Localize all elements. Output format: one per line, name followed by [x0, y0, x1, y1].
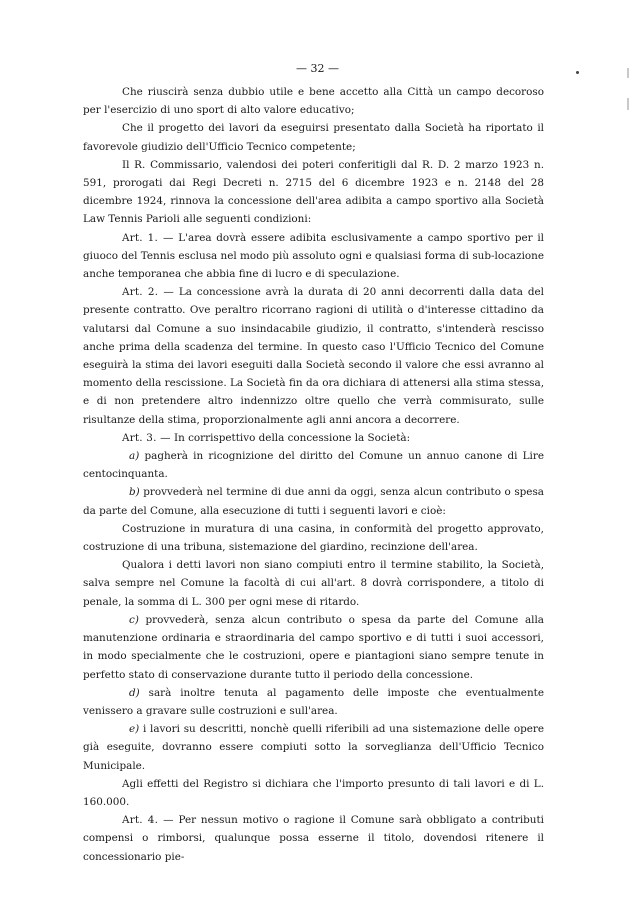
- article-4: [83, 811, 544, 866]
- article-heading: Art. 1. —: [122, 231, 174, 244]
- article-heading: Art. 4. —: [122, 814, 174, 827]
- margin-mark: [627, 98, 629, 110]
- clause-text: pagherà in ricognizione del diritto del Comune un annuo canone di Lire centocinquanta.: [83, 450, 544, 481]
- page-number: — 32 —: [296, 62, 339, 75]
- margin-dot: [576, 71, 579, 74]
- clause-letter: b): [129, 486, 140, 499]
- clause-letter: e): [129, 723, 140, 736]
- clause-d: [83, 684, 544, 720]
- paragraph: [83, 775, 544, 811]
- paragraph: [83, 156, 544, 229]
- paragraph-text: Agli effetti del Registro si dichiara che l'importo presunto di tali lavori e di L. 160.000.: [83, 777, 544, 808]
- paragraph: [83, 83, 544, 119]
- paragraph-text: Che riuscirà senza dubbio utile e bene accetto alla Città un campo decoroso per l'esercizio di uno sport di alto valore educativo;: [83, 86, 544, 117]
- clause-c: [83, 611, 544, 684]
- article-2: [83, 283, 544, 429]
- article-text: Per nessun motivo o ragione il Comune sarà obbligato a contributi compensi o rimborsi, qualunque possa esserne il titolo, dovendosi ritenere il concessionario pie-: [83, 814, 544, 863]
- paragraph: [83, 520, 544, 556]
- margin-mark: [627, 68, 629, 78]
- clause-letter: a): [129, 450, 140, 463]
- paragraph-text: Costruzione in muratura di una casina, in conformità del progetto approvato, costruzione di una tribuna, sistemazione del giardino, recinzione dell'area.: [83, 522, 544, 554]
- clause-text: provvederà nel termine di due anni da oggi, senza alcun contributo o spesa da parte del Comune, alla esecuzione di tutti i seguenti lavori e cioè:: [83, 486, 544, 517]
- article-heading: Art. 3. —: [122, 431, 171, 444]
- paragraph-text: Che il progetto dei lavori da eseguirsi presentato dalla Società ha riportato il favorevole giudizio dell'Ufficio Tecnico competente;: [83, 122, 544, 153]
- paragraph-text: Il R. Commissario, valendosi dei poteri conferitigli dal R. D. 2 marzo 1923 n. 591, prorogati dai Regi Decreti n. 2715 del 6 dicembre 1923 e n. 2148 del 28 dicembre 1924, rinnova la concessione dell'area adibita a campo sportivo alla Società Law Tennis Parioli alle seguenti condizioni:: [83, 158, 544, 226]
- clause-b: [83, 483, 544, 519]
- clause-text: provvederà, senza alcun contributo o spesa da parte del Comune alla manutenzione ordinaria e straordinaria del campo sportivo e di tutti i suoi accessori, in modo specialmente che le costruzioni, opere e piantagioni siano sempre tenute in perfetto stato di conservazione durante tutto il periodo della concessione.: [83, 613, 544, 681]
- article-text: L'area dovrà essere adibita esclusivamente a campo sportivo per il giuoco del Tennis esclusa nel modo più assoluto ogni e qualsiasi forma di sub-locazione anche temporanea che abbia fine di lucro e di speculazione.: [83, 231, 544, 281]
- clause-e: [83, 720, 544, 775]
- paragraph: [83, 556, 544, 611]
- article-1: [83, 229, 544, 284]
- clause-letter: c): [129, 613, 139, 626]
- article-heading: Art. 2. —: [122, 286, 174, 299]
- clause-text: sarà inoltre tenuta al pagamento delle imposte che eventualmente venissero a gravare sulle costruzioni e sull'area.: [83, 686, 544, 717]
- article-3: [83, 429, 544, 447]
- paragraph: [83, 119, 544, 155]
- article-text: In corrispettivo della concessione la Società:: [173, 431, 411, 444]
- paragraph-text: Qualora i detti lavori non siano compiuti entro il termine stabilito, la Società, salva sempre nel Comune la facoltà di cui all'art. 8 dovrà corrispondere, a titolo di penale, la somma di L. 300 per ogni mese di ritardo.: [83, 559, 544, 608]
- clause-letter: d): [129, 686, 140, 699]
- article-text: La concessione avrà la durata di 20 anni decorrenti dalla data del presente contratto. Ove peraltro ricorrano ragioni di utilità o d'interesse cittadino da valutarsi dal Comune a suo insindacabile giudizio, il contratto, s'intenderà rescisso anche prima della scadenza del termine. In questo caso l'Ufficio Tecnico del Comune eseguirà la stima dei lavori eseguiti dalla Società secondo il valore che essi avranno al momento della rescissione. La Società fin da ora dichiara di attenersi alla stima stessa, e di non pretendere altro indennizzo oltre quello che verrà commisurato, sulle risultanze della stima, proporzionalmente agli anni ancora a decorrere.: [83, 286, 544, 426]
- document-body: [83, 83, 544, 866]
- clause-a: [83, 447, 544, 483]
- clause-text: i lavori su descritti, nonchè quelli riferibili ad una sistemazione delle opere già eseguite, dovranno essere compiuti sotto la sorveglianza dell'Ufficio Tecnico Municipale.: [83, 723, 544, 772]
